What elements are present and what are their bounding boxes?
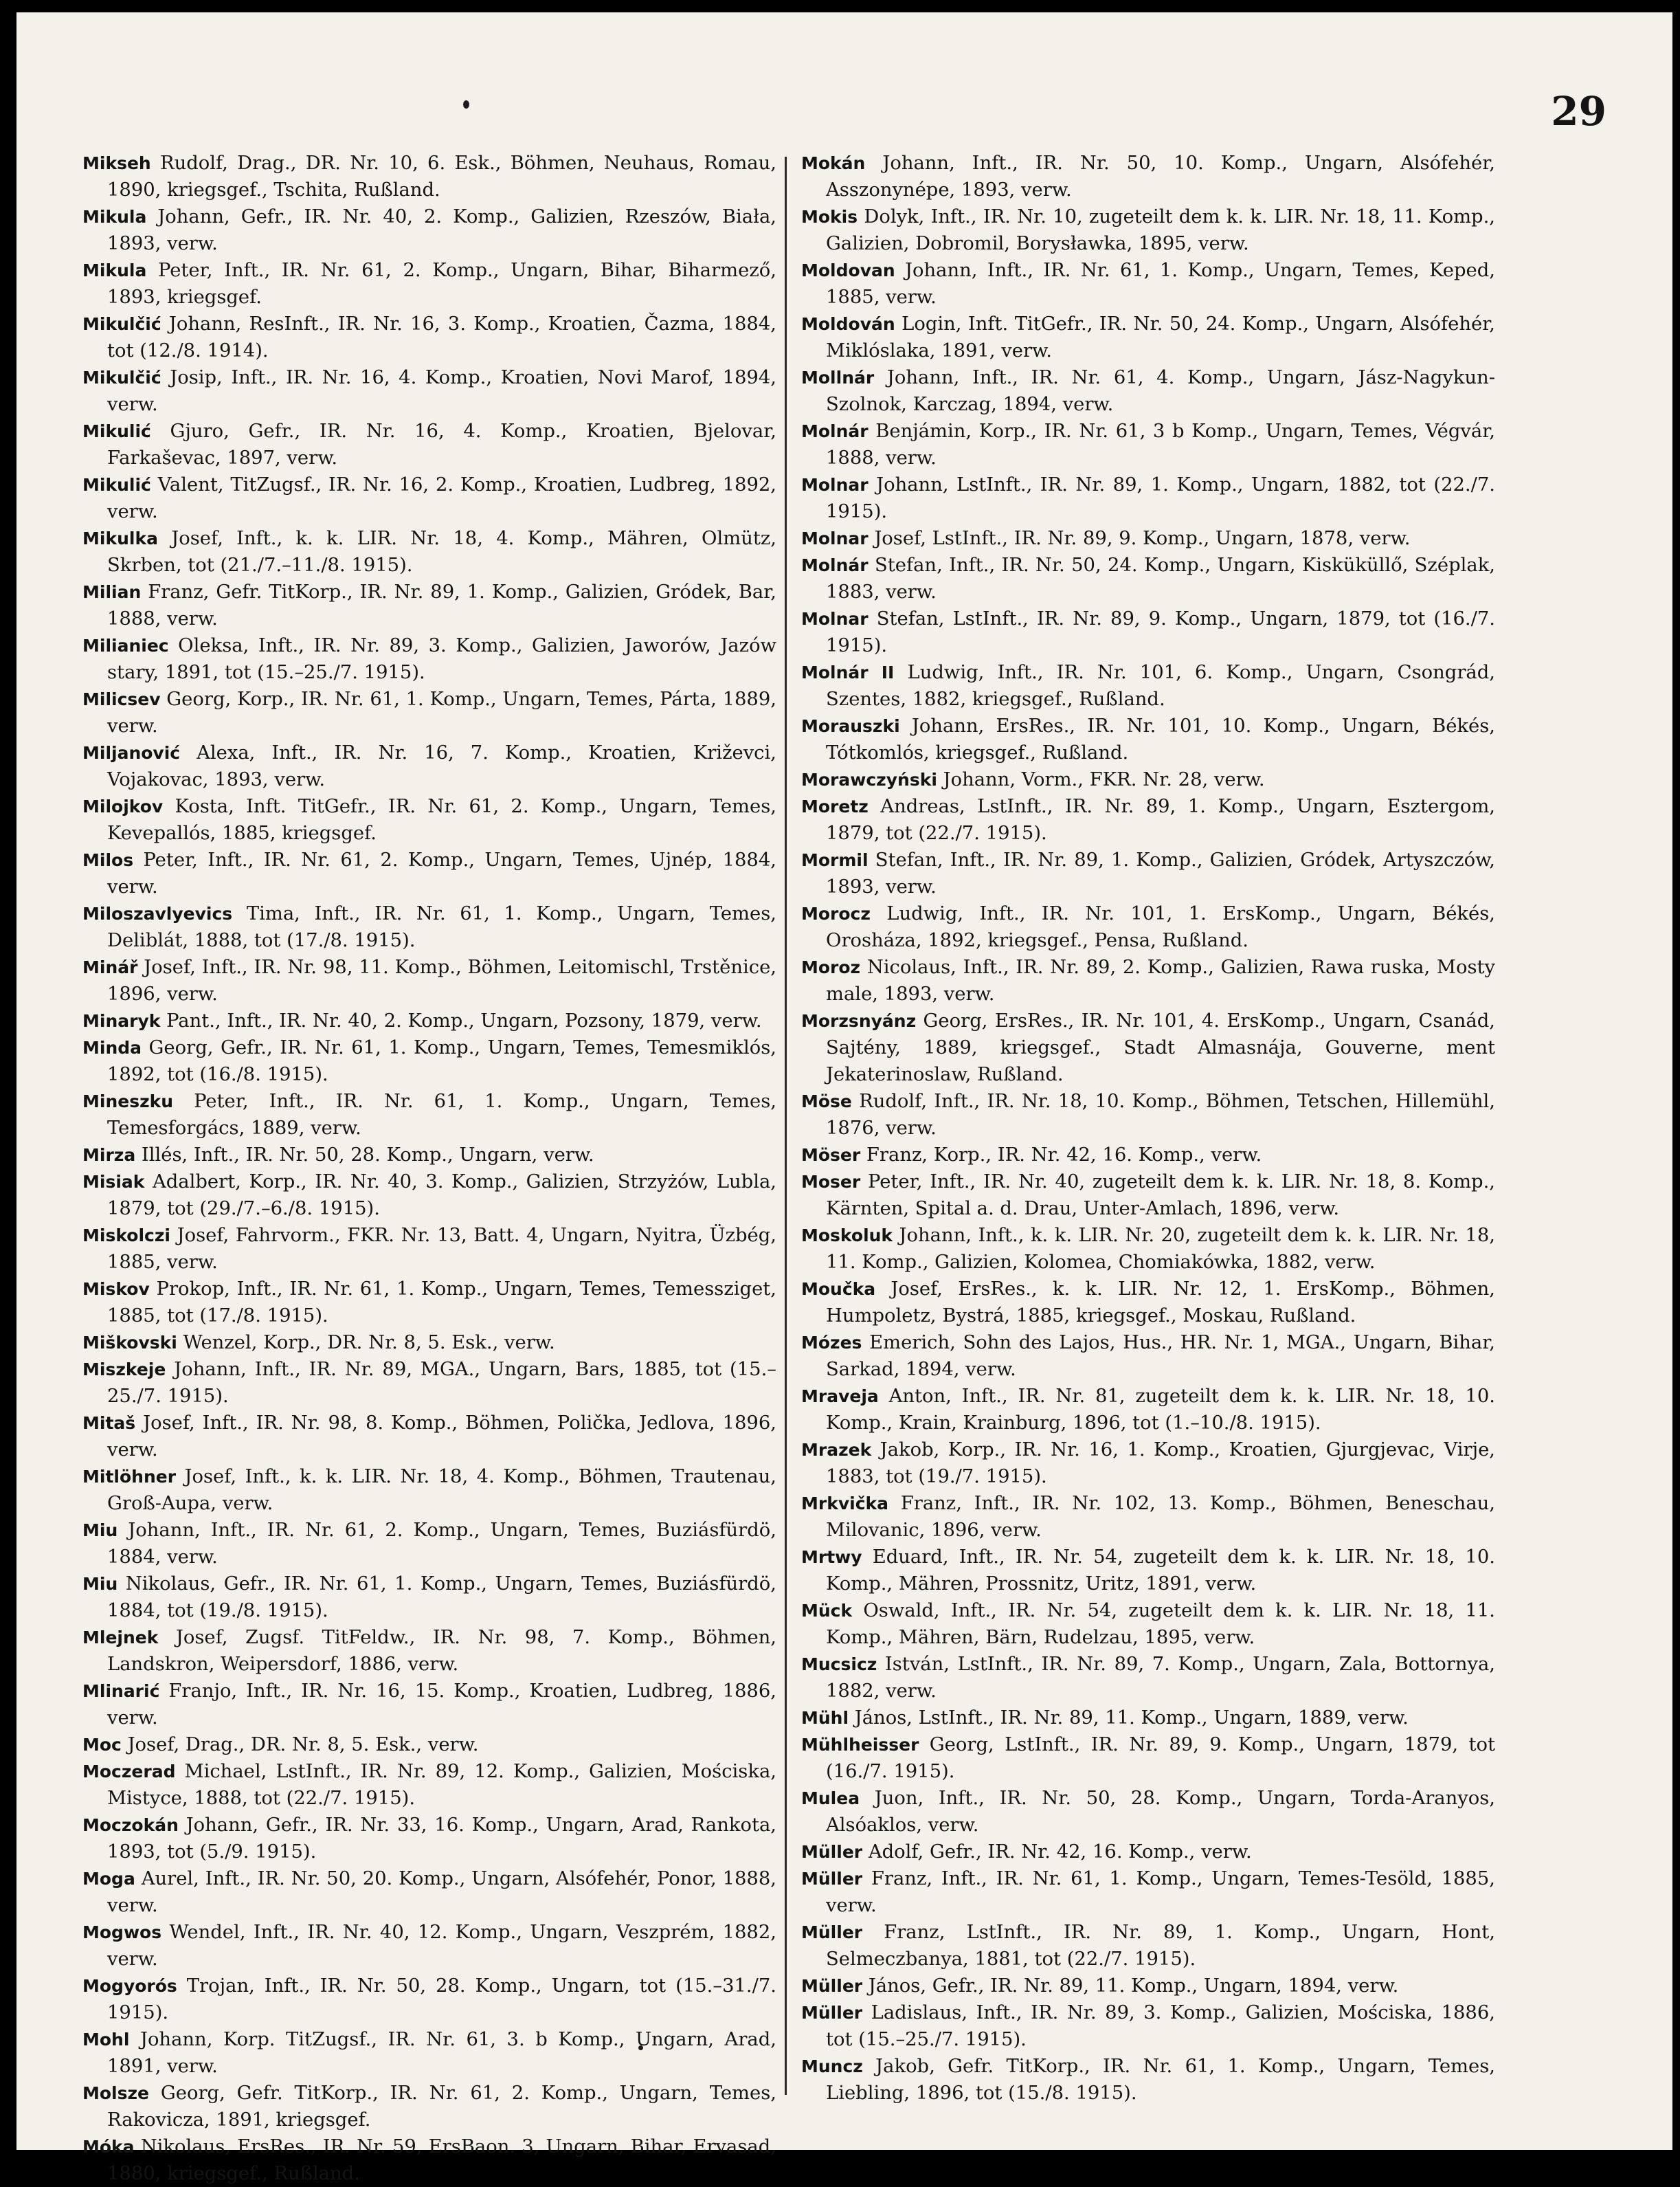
entry-surname: Molsze	[82, 2083, 150, 2103]
register-entry	[82, 900, 776, 954]
register-entry	[82, 1463, 776, 1517]
register-entry	[82, 1570, 776, 1624]
register-entry	[801, 1436, 1495, 1490]
entry-details: Ludwig, Inft., IR. Nr. 101, 1. ErsKomp., Ungarn, Békés, Orosháza, 1892, kriegsgef., Pensa, Rußland.	[826, 903, 1495, 951]
register-entry	[801, 1597, 1495, 1651]
register-entry	[82, 2026, 776, 2080]
entry-surname: Moczokán	[82, 1815, 179, 1835]
entry-surname: Mlinarić	[82, 1681, 160, 1701]
entry-details: Johann, LstInft., IR. Nr. 89, 1. Komp., Ungarn, 1882, tot (22./7. 1915).	[826, 474, 1495, 522]
entry-details: Georg, LstInft., IR. Nr. 89, 9. Komp., Ungarn, 1879, tot (16./7. 1915).	[826, 1734, 1495, 1782]
entry-surname: Moczerad	[82, 1762, 176, 1781]
entry-details: Johann, Gefr., IR. Nr. 40, 2. Komp., Galizien, Rzeszów, Biała, 1893, verw.	[107, 206, 776, 254]
register-entry	[82, 525, 776, 579]
entry-details: Franz, Korp., IR. Nr. 42, 16. Komp., verw.	[860, 1144, 1262, 1166]
entry-details: Peter, Inft., IR. Nr. 61, 2. Komp., Ungarn, Bihar, Biharmező, 1893, kriegsgef.	[107, 260, 776, 308]
entry-surname: Morocz	[801, 904, 871, 924]
register-entry	[801, 1142, 1495, 1168]
register-entry	[801, 150, 1495, 203]
entry-details: Jakob, Gefr. TitKorp., IR. Nr. 61, 1. Komp., Ungarn, Temes, Liebling, 1896, tot (15./8. 1915).	[826, 2056, 1495, 2104]
entry-surname: Mrtwy	[801, 1547, 862, 1567]
entry-details: Josip, Inft., IR. Nr. 16, 4. Komp., Kroatien, Novi Marof, 1894, verw.	[107, 367, 776, 415]
entry-surname: Müller	[801, 1976, 863, 1996]
entry-details: Josef, Inft., IR. Nr. 98, 11. Komp., Böhmen, Leitomischl, Trstěnice, 1896, verw.	[107, 957, 776, 1005]
register-entry	[82, 1356, 776, 1410]
entry-surname: Mikula	[82, 260, 147, 280]
entry-surname: Moc	[82, 1735, 122, 1755]
entry-surname: Mitlöhner	[82, 1467, 177, 1487]
entry-surname: Müller	[801, 1869, 863, 1889]
entry-details: Kosta, Inft. TitGefr., IR. Nr. 61, 2. Komp., Ungarn, Temes, Kevepallós, 1885, kriegsgef.	[107, 796, 776, 844]
register-entry	[82, 1008, 776, 1034]
entry-details: Juon, Inft., IR. Nr. 50, 28. Komp., Ungarn, Torda-Aranyos, Alsóaklos, verw.	[826, 1788, 1495, 1836]
register-entry	[801, 1973, 1495, 1999]
entry-surname: Milos	[82, 850, 134, 870]
entry-details: János, LstInft., IR. Nr. 89, 11. Komp., Ungarn, 1889, verw.	[849, 1707, 1409, 1729]
entry-details: Georg, Korp., IR. Nr. 61, 1. Komp., Ungarn, Temes, Párta, 1889, verw.	[107, 689, 776, 737]
entry-details: Wenzel, Korp., DR. Nr. 8, 5. Esk., verw.	[177, 1332, 555, 1353]
entry-surname: Molnar	[801, 609, 869, 629]
register-entry	[801, 552, 1495, 606]
register-entry	[801, 1731, 1495, 1785]
entry-surname: Minaryk	[82, 1011, 161, 1031]
entry-surname: Mraveja	[801, 1386, 879, 1406]
register-entry	[82, 1034, 776, 1088]
entry-details: Josef, ErsRes., k. k. LIR. Nr. 12, 1. ErsKomp., Böhmen, Humpoletz, Bystrá, 1885, kriegsgef., Moskau, Rußland.	[826, 1278, 1495, 1326]
entry-details: Benjámin, Korp., IR. Nr. 61, 3 b Komp., Ungarn, Temes, Végvár, 1888, verw.	[826, 421, 1495, 469]
entry-surname: Molnár	[801, 421, 869, 441]
entry-surname: Mogwos	[82, 1922, 162, 1942]
entry-details: Adolf, Gefr., IR. Nr. 42, 16. Komp., verw.	[862, 1841, 1252, 1863]
entry-surname: Móka	[82, 2137, 135, 2157]
entry-details: Prokop, Inft., IR. Nr. 61, 1. Komp., Ungarn, Temes, Temessziget, 1885, tot (17./8. 1915).	[107, 1278, 776, 1326]
entry-details: Gjuro, Gefr., IR. Nr. 16, 4. Komp., Kroatien, Bjelovar, Farkaševac, 1897, verw.	[107, 421, 776, 469]
register-entry	[801, 1222, 1495, 1276]
entry-surname: Möse	[801, 1091, 852, 1111]
entry-surname: Molnar	[801, 529, 869, 548]
entry-details: Georg, Gefr., IR. Nr. 61, 1. Komp., Ungarn, Temes, Temesmiklós, 1892, tot (16./8. 1915).	[107, 1037, 776, 1085]
register-entry	[801, 257, 1495, 311]
entry-details: Illés, Inft., IR. Nr. 50, 28. Komp., Ungarn, verw.	[135, 1144, 594, 1166]
register-entry	[82, 1624, 776, 1678]
register-entry	[801, 1919, 1495, 1973]
entry-details: Peter, Inft., IR. Nr. 61, 1. Komp., Ungarn, Temes, Temesforgács, 1889, verw.	[107, 1091, 776, 1139]
entry-details: Rudolf, Inft., IR. Nr. 18, 10. Komp., Böhmen, Tetschen, Hillemühl, 1876, verw.	[826, 1091, 1495, 1139]
entry-details: Georg, ErsRes., IR. Nr. 101, 4. ErsKomp., Ungarn, Csanád, Sajtény, 1889, kriegsgef., Stadt Almasnája, Gouverne, ment Jekaterinoslaw, Rußland.	[826, 1010, 1495, 1085]
entry-surname: Muncz	[801, 2056, 863, 2076]
register-entry	[82, 1276, 776, 1329]
entry-details: Login, Inft. TitGefr., IR. Nr. 50, 24. Komp., Ungarn, Alsófehér, Miklóslaka, 1891, verw.	[826, 313, 1495, 362]
register-entry	[82, 1222, 776, 1276]
register-entry	[801, 713, 1495, 766]
entry-surname: Mokis	[801, 207, 858, 227]
register-entry	[801, 900, 1495, 954]
entry-details: Johann, ResInft., IR. Nr. 16, 3. Komp., Kroatien, Čazma, 1884, tot (12./8. 1914).	[107, 313, 776, 362]
entry-surname: Miloszavlyevics	[82, 904, 233, 924]
register-entry	[801, 1490, 1495, 1544]
register-entry	[801, 1276, 1495, 1329]
register-entry	[82, 686, 776, 740]
right-column	[801, 150, 1495, 2107]
register-entry	[801, 1865, 1495, 1919]
entry-details: Johann, Inft., IR. Nr. 61, 2. Komp., Ungarn, Temes, Buziásfürdö, 1884, verw.	[107, 1520, 776, 1568]
entry-details: Aurel, Inft., IR. Nr. 50, 20. Komp., Ungarn, Alsófehér, Ponor, 1888, verw.	[107, 1868, 776, 1916]
entry-surname: Miszkeje	[82, 1359, 166, 1379]
entry-surname: Morawczyński	[801, 770, 937, 790]
register-entry	[801, 1839, 1495, 1865]
register-entry	[82, 1410, 776, 1463]
register-entry	[82, 579, 776, 632]
register-entry	[82, 364, 776, 418]
entry-surname: Mollnár	[801, 368, 875, 388]
register-entry	[82, 257, 776, 311]
entry-surname: Molnár	[801, 555, 869, 575]
entry-details: Valent, TitZugsf., IR. Nr. 16, 2. Komp., Kroatien, Ludbreg, 1892, verw.	[107, 474, 776, 522]
entry-details: Alexa, Inft., IR. Nr. 16, 7. Komp., Kroatien, Križevci, Vojakovac, 1893, verw.	[107, 742, 776, 790]
entry-surname: Milian	[82, 582, 142, 602]
page-number: 29	[1551, 88, 1606, 135]
register-entry	[82, 2080, 776, 2133]
entry-details: Josef, Fahrvorm., FKR. Nr. 13, Batt. 4, Ungarn, Nyitra, Üzbég, 1885, verw.	[107, 1225, 776, 1273]
entry-surname: Molnár II	[801, 663, 895, 682]
entry-details: Johann, Vorm., FKR. Nr. 28, verw.	[937, 769, 1265, 790]
register-entry	[82, 1812, 776, 1865]
entry-surname: Mrazek	[801, 1440, 872, 1460]
entry-surname: Müller	[801, 1842, 863, 1862]
entry-details: Jakob, Korp., IR. Nr. 16, 1. Komp., Kroatien, Gjurgjevac, Virje, 1883, tot (19./7. 1915).	[826, 1439, 1495, 1487]
entry-surname: Mikulka	[82, 529, 158, 548]
register-entry	[801, 1329, 1495, 1383]
register-entry	[82, 311, 776, 364]
entry-details: Nikolaus, Gefr., IR. Nr. 61, 1. Komp., Ungarn, Temes, Buziásfürdö, 1884, tot (19./8. 1915).	[107, 1573, 776, 1621]
entry-surname: Moretz	[801, 797, 869, 817]
entry-surname: Miškovski	[82, 1333, 177, 1353]
entry-details: Josef, Zugsf. TitFeldw., IR. Nr. 98, 7. Komp., Böhmen, Landskron, Weipersdorf, 1886, verw.	[107, 1627, 776, 1675]
entry-details: Johann, ErsRes., IR. Nr. 101, 10. Komp., Ungarn, Békés, Tótkomlós, kriegsgef., Rußland.	[826, 715, 1495, 764]
entry-details: Johann, Inft., IR. Nr. 89, MGA., Ungarn, Bars, 1885, tot (15.–25./7. 1915).	[107, 1359, 776, 1407]
entry-surname: Moldovan	[801, 260, 895, 280]
register-entry	[82, 1678, 776, 1731]
entry-details: Johann, Inft., IR. Nr. 61, 4. Komp., Ungarn, Jász-Nagykun-Szolnok, Karczag, 1894, verw.	[826, 367, 1495, 415]
entry-details: Georg, Gefr. TitKorp., IR. Nr. 61, 2. Komp., Ungarn, Temes, Rakovicza, 1891, kriegsgef.	[107, 2083, 776, 2131]
entry-surname: Mormil	[801, 850, 869, 870]
entry-surname: Mikseh	[82, 153, 151, 173]
register-entry	[82, 1517, 776, 1570]
entry-details: Nicolaus, Inft., IR. Nr. 89, 2. Komp., Galizien, Rawa ruska, Mosty male, 1893, verw.	[826, 957, 1495, 1005]
register-entry	[801, 1383, 1495, 1436]
entry-details: Rudolf, Drag., DR. Nr. 10, 6. Esk., Böhmen, Neuhaus, Romau, 1890, kriegsgef., Tschita, Rußland.	[107, 153, 776, 201]
entry-surname: Mokán	[801, 153, 866, 173]
register-entry	[82, 418, 776, 471]
entry-details: Stefan, Inft., IR. Nr. 50, 24. Komp., Ungarn, Kisküküllő, Széplak, 1883, verw.	[826, 555, 1495, 603]
register-entry	[801, 2053, 1495, 2107]
register-entry	[82, 1168, 776, 1222]
entry-surname: Mózes	[801, 1333, 862, 1353]
entry-surname: Morzsnyánz	[801, 1011, 917, 1031]
entry-surname: Mlejnek	[82, 1628, 159, 1647]
entry-surname: Müller	[801, 2003, 863, 2023]
entry-surname: Molnar	[801, 475, 869, 495]
entry-details: Josef, Inft., k. k. LIR. Nr. 18, 4. Komp., Böhmen, Trautenau, Groß-Aupa, verw.	[107, 1466, 776, 1514]
entry-details: Trojan, Inft., IR. Nr. 50, 28. Komp., Ungarn, tot (15.–31./7. 1915).	[107, 1975, 776, 2023]
entry-details: Ludwig, Inft., IR. Nr. 101, 6. Komp., Ungarn, Csongrád, Szentes, 1882, kriegsgef., Rußland.	[826, 662, 1495, 710]
entry-details: Andreas, LstInft., IR. Nr. 89, 1. Komp., Ungarn, Esztergom, 1879, tot (22./7. 1915).	[826, 796, 1495, 844]
entry-details: Johann, Korp. TitZugsf., IR. Nr. 61, 3. b Komp., Ungarn, Arad, 1891, verw.	[107, 2029, 776, 2077]
register-entry	[82, 1142, 776, 1168]
register-entry	[82, 1865, 776, 1919]
entry-surname: Moskoluk	[801, 1225, 893, 1245]
entry-surname: Moroz	[801, 957, 861, 977]
register-entry	[82, 203, 776, 257]
entry-surname: Miskolczi	[82, 1225, 170, 1245]
entry-surname: Miu	[82, 1574, 118, 1594]
register-entry	[801, 311, 1495, 364]
entry-surname: Mrkvička	[801, 1494, 889, 1513]
entry-details: Josef, LstInft., IR. Nr. 89, 9. Komp., Ungarn, 1878, verw.	[868, 528, 1411, 549]
entry-surname: Mohl	[82, 2030, 130, 2050]
register-entry	[801, 847, 1495, 900]
entry-details: Tima, Inft., IR. Nr. 61, 1. Komp., Ungarn, Temes, Deliblát, 1888, tot (17./8. 1915).	[107, 903, 776, 951]
entry-surname: Misiak	[82, 1172, 145, 1192]
register-entry	[82, 1973, 776, 2026]
left-column	[82, 150, 776, 2187]
entry-surname: Morauszki	[801, 716, 900, 736]
entry-details: Josef, Inft., IR. Nr. 98, 8. Komp., Böhmen, Polička, Jedlova, 1896, verw.	[107, 1412, 776, 1461]
entry-details: Franjo, Inft., IR. Nr. 16, 15. Komp., Kroatien, Ludbreg, 1886, verw.	[107, 1680, 776, 1729]
entry-surname: Milianiec	[82, 636, 169, 656]
entry-details: Peter, Inft., IR. Nr. 61, 2. Komp., Ungarn, Temes, Ujnép, 1884, verw.	[107, 850, 776, 898]
entry-surname: Moldován	[801, 314, 895, 334]
entry-surname: Moser	[801, 1172, 861, 1192]
entry-details: Johann, Inft., k. k. LIR. Nr. 20, zugeteilt dem k. k. LIR. Nr. 18, 11. Komp., Galizien, Kolomea, Chomiakówka, 1882, verw.	[826, 1225, 1495, 1273]
register-entry	[82, 1919, 776, 1973]
entry-details: Peter, Inft., IR. Nr. 40, zugeteilt dem k. k. LIR. Nr. 18, 8. Komp., Kärnten, Spital a. d. Drau, Unter-Amlach, 1896, verw.	[826, 1171, 1495, 1219]
register-entry	[82, 632, 776, 686]
entry-surname: Mucsicz	[801, 1654, 877, 1674]
entry-details: Emerich, Sohn des Lajos, Hus., HR. Nr. 1, MGA., Ungarn, Bihar, Sarkad, 1894, verw.	[826, 1332, 1495, 1380]
entry-details: Oleksa, Inft., IR. Nr. 89, 3. Komp., Galizien, Jaworów, Jazów stary, 1891, tot (15.–25./7. 1915).	[107, 635, 776, 683]
entry-details: Eduard, Inft., IR. Nr. 54, zugeteilt dem k. k. LIR. Nr. 18, 10. Komp., Mähren, Prossnitz, Uritz, 1891, verw.	[826, 1546, 1495, 1595]
entry-details: Stefan, Inft., IR. Nr. 89, 1. Komp., Galizien, Gródek, Artyszczów, 1893, verw.	[826, 850, 1495, 898]
entry-details: János, Gefr., IR. Nr. 89, 11. Komp., Ungarn, 1894, verw.	[862, 1975, 1399, 1997]
register-entry	[82, 793, 776, 847]
entry-surname: Minář	[82, 957, 138, 977]
entry-surname: Moga	[82, 1869, 135, 1889]
entry-surname: Mikulčić	[82, 314, 161, 334]
entry-details: István, LstInft., IR. Nr. 89, 7. Komp., Ungarn, Zala, Bottornya, 1882, verw.	[826, 1654, 1495, 1702]
print-speck	[463, 100, 469, 109]
entry-surname: Mück	[801, 1601, 853, 1621]
entry-surname: Milicsev	[82, 689, 161, 709]
register-entry	[801, 1651, 1495, 1705]
register-entry	[801, 203, 1495, 257]
register-entry	[801, 659, 1495, 713]
register-entry	[801, 1785, 1495, 1839]
register-entry	[82, 1731, 776, 1758]
entry-surname: Miljanović	[82, 743, 181, 763]
entry-surname: Moučka	[801, 1279, 876, 1299]
entry-surname: Miskov	[82, 1279, 150, 1299]
entry-surname: Milojkov	[82, 797, 164, 817]
register-entry	[801, 1705, 1495, 1731]
register-entry	[82, 150, 776, 203]
register-entry	[82, 1088, 776, 1142]
entry-details: Pant., Inft., IR. Nr. 40, 2. Komp., Ungarn, Pozsony, 1879, verw.	[160, 1010, 762, 1032]
register-entry	[801, 606, 1495, 659]
entry-details: Ladislaus, Inft., IR. Nr. 89, 3. Komp., Galizien, Mościska, 1886, tot (15.–25./7. 1915).	[826, 2002, 1495, 2050]
entry-surname: Mikulić	[82, 475, 151, 495]
column-divider	[785, 157, 787, 2095]
register-entry	[82, 471, 776, 525]
entry-surname: Mitaš	[82, 1413, 136, 1433]
entry-surname: Mineszku	[82, 1091, 174, 1111]
entry-details: Wendel, Inft., IR. Nr. 40, 12. Komp., Ungarn, Veszprém, 1882, verw.	[107, 1922, 776, 1970]
entry-details: Anton, Inft., IR. Nr. 81, zugeteilt dem k. k. LIR. Nr. 18, 10. Komp., Krain, Krainburg, 1896, tot (1.–10./8. 1915).	[826, 1386, 1495, 1434]
entry-details: Nikolaus, ErsRes., IR. Nr. 59, ErsBaon. 3, Ungarn, Bihar, Ervasad, 1880, kriegsgef., Rußland.	[107, 2136, 776, 2184]
entry-surname: Miu	[82, 1520, 118, 1540]
register-entry	[801, 1168, 1495, 1222]
register-entry	[801, 1544, 1495, 1597]
register-entry	[82, 1758, 776, 1812]
entry-details: Dolyk, Inft., IR. Nr. 10, zugeteilt dem k. k. LIR. Nr. 18, 11. Komp., Galizien, Dobromil, Borysławka, 1895, verw.	[826, 206, 1495, 254]
register-entry	[801, 471, 1495, 525]
entry-details: Adalbert, Korp., IR. Nr. 40, 3. Komp., Galizien, Strzyżów, Lubla, 1879, tot (29./7.–6./8. 1915).	[107, 1171, 776, 1219]
entry-surname: Mühl	[801, 1708, 849, 1728]
entry-details: Franz, Inft., IR. Nr. 102, 13. Komp., Böhmen, Beneschau, Milovanic, 1896, verw.	[826, 1493, 1495, 1541]
entry-details: Johann, Inft., IR. Nr. 61, 1. Komp., Ungarn, Temes, Keped, 1885, verw.	[826, 260, 1495, 308]
entry-details: Johann, Inft., IR. Nr. 50, 10. Komp., Ungarn, Alsófehér, Asszonynépe, 1893, verw.	[826, 153, 1495, 201]
entry-surname: Mogyorós	[82, 1976, 177, 1996]
entry-details: Josef, Inft., k. k. LIR. Nr. 18, 4. Komp., Mähren, Olmütz, Skrben, tot (21./7.–11./8. 1915).	[107, 528, 776, 576]
entry-surname: Mikulić	[82, 421, 151, 441]
entry-surname: Mikula	[82, 207, 147, 227]
entry-surname: Mühlheisser	[801, 1735, 919, 1755]
entry-details: Franz, LstInft., IR. Nr. 89, 1. Komp., Ungarn, Hont, Selmeczbanya, 1881, tot (22./7. 1915).	[826, 1922, 1495, 1970]
register-entry	[82, 1329, 776, 1356]
register-page	[16, 12, 1672, 2184]
register-entry	[801, 954, 1495, 1008]
register-entry	[82, 847, 776, 900]
entry-surname: Mirza	[82, 1145, 136, 1165]
register-entry	[801, 364, 1495, 418]
entry-details: Franz, Inft., IR. Nr. 61, 1. Komp., Ungarn, Temes-Tesöld, 1885, verw.	[826, 1868, 1495, 1916]
register-entry	[801, 1008, 1495, 1088]
register-entry	[82, 2133, 776, 2187]
entry-details: Michael, LstInft., IR. Nr. 89, 12. Komp., Galizien, Mościska, Mistyce, 1888, tot (22./7. 1915).	[107, 1761, 776, 1809]
register-entry	[801, 418, 1495, 471]
entry-details: Josef, Drag., DR. Nr. 8, 5. Esk., verw.	[121, 1734, 479, 1755]
register-entry	[801, 1999, 1495, 2053]
entry-details: Franz, Gefr. TitKorp., IR. Nr. 89, 1. Komp., Galizien, Gródek, Bar, 1888, verw.	[107, 581, 776, 630]
entry-details: Stefan, LstInft., IR. Nr. 89, 9. Komp., Ungarn, 1879, tot (16./7. 1915).	[826, 608, 1495, 656]
register-entry	[801, 1088, 1495, 1142]
entry-surname: Möser	[801, 1145, 861, 1165]
register-entry	[801, 525, 1495, 552]
register-entry	[801, 793, 1495, 847]
entry-surname: Mikulčić	[82, 368, 161, 388]
entry-details: Oswald, Inft., IR. Nr. 54, zugeteilt dem k. k. LIR. Nr. 18, 11. Komp., Mähren, Bärn, Rudelzau, 1895, verw.	[826, 1600, 1495, 1648]
entry-surname: Müller	[801, 1922, 863, 1942]
entry-surname: Minda	[82, 1038, 142, 1058]
register-entry	[82, 740, 776, 793]
register-entry	[801, 766, 1495, 793]
entry-details: Johann, Gefr., IR. Nr. 33, 16. Komp., Ungarn, Arad, Rankota, 1893, tot (5./9. 1915).	[107, 1814, 776, 1863]
register-entry	[82, 954, 776, 1008]
entry-surname: Mulea	[801, 1788, 860, 1808]
